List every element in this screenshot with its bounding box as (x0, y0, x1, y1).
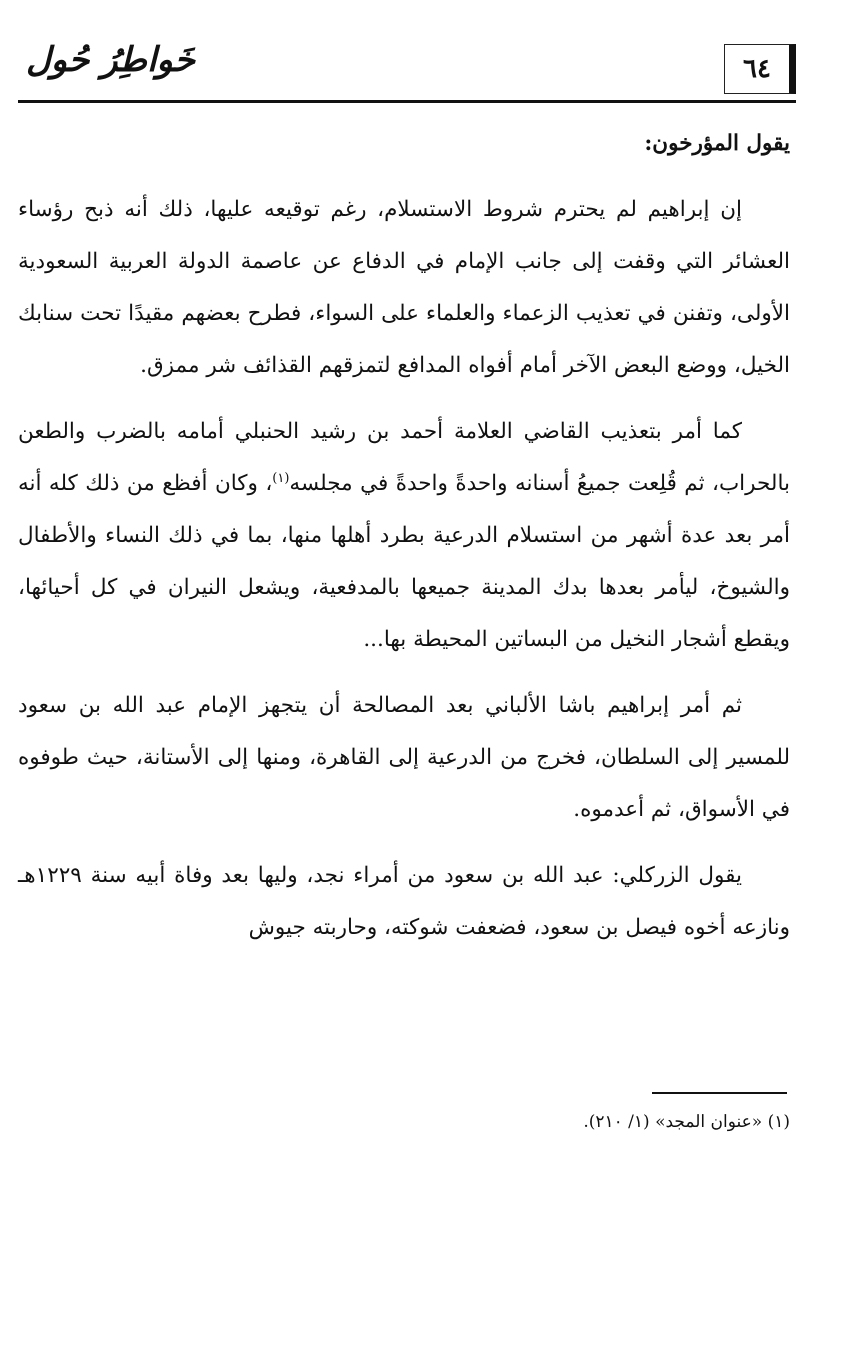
lead-line: يقول المؤرخون: (644, 131, 790, 156)
running-title: خَواطِرُ حُول (26, 40, 195, 80)
paragraph-3: ثم أمر إبراهيم باشا الألباني بعد المصالحة أن يتجهز الإمام عبد الله بن سعود للمسير إلى السلطان، فخرج من الدرعية إلى القاهرة، ومنها إلى الأستانة، حيث طوفوه في الأسواق، ثم أعدموه. (18, 693, 790, 822)
footnote-1: (١) «عنوان المجد» (١/ ٢١٠). (583, 1112, 790, 1132)
paragraph-1: إن إبراهيم لم يحترم شروط الاستسلام، رغم توقيعه عليها، ذلك أنه ذبح رؤساء العشائر التي وقفت إلى جانب الإمام في الدفاع عن عاصمة الدولة العربية السعودية الأولى، وتفنن في تعذيب الزعماء والعلماء على السواء، فطرح بعضهم مقيدًا تحت سنابك الخيل، ووضع البعض الآخر أمام أفواه المدافع لتمزقهم القذائف شر ممزق. (18, 197, 790, 378)
page-header (18, 40, 796, 102)
paragraph-2-tail: ، وكان أفظع من ذلك كله أنه أمر بعد عدة أشهر من استسلام الدرعية بطرد أهلها منها، بما في ذلك النساء والأطفال والشيوخ، ليأمر بعدها بدك المدينة جميعها بالمدفعية، ويشعل النيران في كل أحيائها، ويقطع أشجار النخيل من البساتين المحيطة بها... (18, 471, 790, 652)
page-number: ٦٤ (724, 44, 796, 94)
paragraph-2-head: كما أمر بتعذيب القاضي العلامة أحمد بن رشيد الحنبلي أمامه بالضرب والطعن بالحراب، ثم قُلِعت جميعُ أسنانه واحدةً واحدةً في مجلسه (18, 419, 790, 496)
header-rule (18, 100, 796, 103)
body-text (18, 118, 790, 968)
paragraph-2 (18, 406, 790, 666)
footnote-reference[interactable]: (١) (272, 470, 290, 486)
footnote-separator (652, 1092, 787, 1094)
paragraph-4: يقول الزركلي: عبد الله بن سعود من أمراء نجد، وليها بعد وفاة أبيه سنة ١٢٢٩هـ ونازعه أخوه فيصل بن سعود، فضعفت شوكته، وحاربته جيوش (18, 863, 790, 940)
